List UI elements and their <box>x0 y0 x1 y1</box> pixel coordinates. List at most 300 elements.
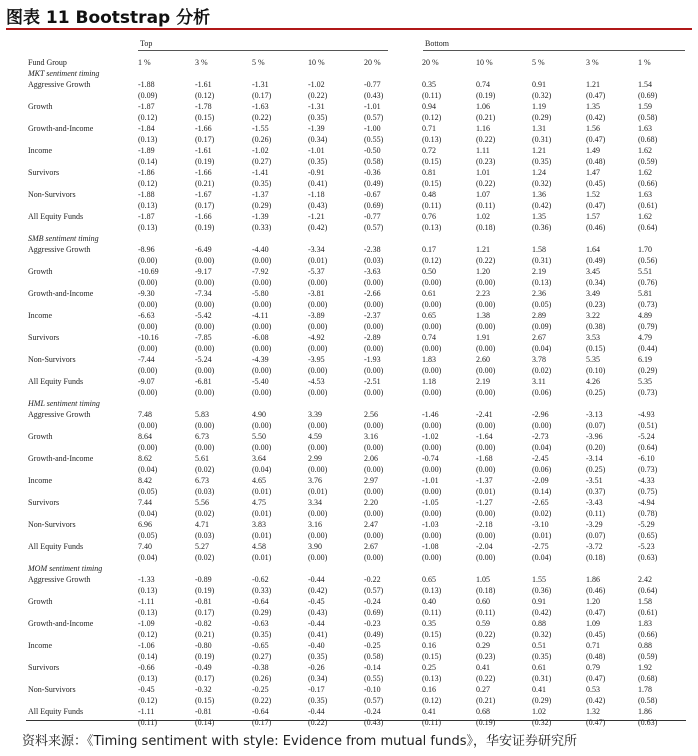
statistic-cell: 1.18 <box>422 377 436 386</box>
pvalue-row <box>26 299 686 310</box>
statistic-cell: -0.32 <box>195 685 212 694</box>
pvalue-row <box>26 508 686 519</box>
statistic-cell: 3.11 <box>532 377 546 386</box>
statistic-cell: 1.58 <box>532 245 546 254</box>
statistic-cell: 2.99 <box>308 454 322 463</box>
statistic-cell: -7.92 <box>252 267 269 276</box>
statistic-cell: 1.07 <box>476 190 490 199</box>
pvalue-cell: (0.41) <box>308 179 328 188</box>
pvalue-cell: (0.42) <box>308 223 328 232</box>
statistic-cell: 0.35 <box>422 619 436 628</box>
statistic-cell: 2.19 <box>476 377 490 386</box>
pvalue-label-spacer <box>26 321 138 332</box>
statistic-cell: -9.30 <box>138 289 155 298</box>
pvalue-row <box>26 420 686 431</box>
pvalue-cell: (0.12) <box>138 179 158 188</box>
bootstrap-table <box>26 56 686 728</box>
statistic-cell: 1.83 <box>638 619 652 628</box>
pvalue-cell: (0.11) <box>422 201 442 210</box>
statistic-cell: -1.67 <box>195 190 212 199</box>
statistic-cell: 6.73 <box>195 476 209 485</box>
statistic-cell: -0.50 <box>364 146 381 155</box>
pvalue-cell: (0.12) <box>138 630 158 639</box>
fund-group-label: Income <box>28 641 52 650</box>
pvalue-cell: (0.59) <box>638 652 658 661</box>
pvalue-cell: (0.35) <box>308 652 328 661</box>
statistic-cell: 1.21 <box>586 80 600 89</box>
statistic-cell: -0.64 <box>252 707 269 716</box>
table-row <box>26 541 686 552</box>
statistic-cell: -0.23 <box>364 619 381 628</box>
pvalue-cell: (0.21) <box>195 630 215 639</box>
pvalue-cell: (0.00) <box>308 388 328 397</box>
statistic-cell: -2.37 <box>364 311 381 320</box>
statistic-cell: 5.81 <box>638 289 652 298</box>
pvalue-cell: (0.00) <box>476 553 496 562</box>
pvalue-cell: (0.51) <box>638 421 658 430</box>
pvalue-cell: (0.32) <box>532 630 552 639</box>
pvalue-cell: (0.22) <box>476 674 496 683</box>
pvalue-cell: (0.05) <box>138 531 158 540</box>
fund-group-label: Survivors <box>28 333 60 342</box>
pvalue-cell: (0.47) <box>586 201 606 210</box>
pvalue-cell: (0.21) <box>476 696 496 705</box>
statistic-cell: -1.02 <box>422 432 439 441</box>
pvalue-cell: (0.00) <box>252 388 272 397</box>
figure-title: 图表 11 Bootstrap 分析 <box>6 8 211 28</box>
pvalue-cell: (0.00) <box>422 465 442 474</box>
statistic-cell: 3.53 <box>586 333 600 342</box>
pvalue-cell: (0.00) <box>364 531 384 540</box>
pvalue-cell: (0.18) <box>476 586 496 595</box>
statistic-cell: -1.27 <box>476 498 493 507</box>
pvalue-cell: (0.11) <box>422 608 442 617</box>
section-title: MOM sentiment timing <box>28 564 103 573</box>
pvalue-cell: (0.01) <box>476 487 496 496</box>
pvalue-cell: (0.73) <box>638 300 658 309</box>
statistic-cell: -3.72 <box>586 542 603 551</box>
pvalue-cell: (0.58) <box>364 157 384 166</box>
pvalue-cell: (0.00) <box>364 278 384 287</box>
statistic-cell: 0.40 <box>422 597 436 606</box>
pvalue-cell: (0.64) <box>638 586 658 595</box>
statistic-cell: 0.68 <box>476 707 490 716</box>
pvalue-cell: (0.55) <box>364 674 384 683</box>
statistic-cell: 1.02 <box>476 212 490 221</box>
statistic-cell: 6.19 <box>638 355 652 364</box>
statistic-cell: 4.90 <box>252 410 266 419</box>
section-title: HML sentiment timing <box>28 399 100 408</box>
pvalue-cell: (0.47) <box>586 718 606 727</box>
pvalue-cell: (0.63) <box>638 553 658 562</box>
pvalue-cell: (0.32) <box>532 718 552 727</box>
pvalue-cell: (0.00) <box>476 278 496 287</box>
pvalue-row <box>26 486 686 497</box>
statistic-cell: -1.11 <box>138 597 155 606</box>
pvalue-cell: (0.14) <box>195 718 215 727</box>
pvalue-label-spacer <box>26 277 138 288</box>
pvalue-cell: (0.00) <box>532 421 552 430</box>
pvalue-cell: (0.01) <box>308 487 328 496</box>
pvalue-cell: (0.22) <box>308 718 328 727</box>
pvalue-cell: (0.00) <box>138 443 158 452</box>
statistic-cell: 4.71 <box>195 520 209 529</box>
pvalue-cell: (0.06) <box>532 388 552 397</box>
pvalue-cell: (0.00) <box>422 443 442 452</box>
statistic-cell: -1.39 <box>252 212 269 221</box>
pvalue-label-spacer <box>26 464 138 475</box>
statistic-cell: -8.96 <box>138 245 155 254</box>
pvalue-row <box>26 717 686 728</box>
statistic-cell: 0.65 <box>422 311 436 320</box>
bottom-group-rule <box>423 50 685 51</box>
pvalue-cell: (0.42) <box>586 696 606 705</box>
pvalue-cell: (0.00) <box>308 465 328 474</box>
pvalue-cell: (0.56) <box>638 256 658 265</box>
pvalue-label-spacer <box>26 200 138 211</box>
fund-group-label: Growth-and-Income <box>28 454 94 463</box>
pvalue-label-spacer <box>26 673 138 684</box>
statistic-cell: 1.21 <box>476 245 490 254</box>
pvalue-cell: (0.00) <box>308 531 328 540</box>
pvalue-label-spacer <box>26 607 138 618</box>
statistic-cell: 1.56 <box>586 124 600 133</box>
pvalue-cell: (0.00) <box>422 531 442 540</box>
statistic-cell: -3.14 <box>586 454 603 463</box>
statistic-cell: 2.67 <box>532 333 546 342</box>
pvalue-row <box>26 530 686 541</box>
pvalue-label-spacer <box>26 717 138 728</box>
statistic-cell: 8.62 <box>138 454 152 463</box>
pvalue-label-spacer <box>26 629 138 640</box>
statistic-cell: -0.49 <box>195 663 212 672</box>
pvalue-cell: (0.29) <box>532 696 552 705</box>
column-header: 20 % <box>422 57 439 67</box>
statistic-cell: -0.17 <box>308 685 325 694</box>
table-row <box>26 618 686 629</box>
statistic-cell: -1.66 <box>195 212 212 221</box>
table-row <box>26 376 686 387</box>
pvalue-cell: (0.29) <box>638 366 658 375</box>
statistic-cell: -1.64 <box>476 432 493 441</box>
pvalue-label-spacer <box>26 134 138 145</box>
pvalue-cell: (0.00) <box>422 388 442 397</box>
pvalue-cell: (0.58) <box>638 113 658 122</box>
statistic-cell: 1.36 <box>532 190 546 199</box>
pvalue-cell: (0.04) <box>252 465 272 474</box>
pvalue-row <box>26 112 686 123</box>
pvalue-cell: (0.41) <box>308 630 328 639</box>
fund-group-label: Growth <box>28 432 53 441</box>
pvalue-cell: (0.00) <box>364 421 384 430</box>
fund-group-label: Survivors <box>28 663 60 672</box>
statistic-cell: 1.35 <box>586 102 600 111</box>
statistic-cell: -0.36 <box>364 168 381 177</box>
statistic-cell: -5.40 <box>252 377 269 386</box>
pvalue-row <box>26 387 686 398</box>
statistic-cell: 4.59 <box>308 432 322 441</box>
statistic-cell: -3.96 <box>586 432 603 441</box>
pvalue-cell: (0.35) <box>308 113 328 122</box>
pvalue-cell: (0.13) <box>422 135 442 144</box>
pvalue-cell: (0.13) <box>422 674 442 683</box>
statistic-cell: -10.69 <box>138 267 159 276</box>
pvalue-cell: (0.00) <box>422 344 442 353</box>
statistic-cell: -0.64 <box>252 597 269 606</box>
pvalue-cell: (0.33) <box>252 223 272 232</box>
pvalue-cell: (0.38) <box>586 322 606 331</box>
statistic-cell: 0.53 <box>586 685 600 694</box>
pvalue-cell: (0.00) <box>364 487 384 496</box>
section-row <box>26 233 686 244</box>
fund-group-label: Non-Survivors <box>28 685 76 694</box>
pvalue-cell: (0.49) <box>586 256 606 265</box>
statistic-cell: -7.85 <box>195 333 212 342</box>
pvalue-cell: (0.00) <box>476 300 496 309</box>
header-row <box>26 56 686 68</box>
fund-group-label: Growth-and-Income <box>28 619 94 628</box>
pvalue-cell: (0.69) <box>364 608 384 617</box>
pvalue-row <box>26 552 686 563</box>
statistic-cell: 1.62 <box>638 146 652 155</box>
statistic-cell: 0.17 <box>422 245 436 254</box>
pvalue-cell: (0.47) <box>586 674 606 683</box>
pvalue-cell: (0.49) <box>364 630 384 639</box>
statistic-cell: 5.35 <box>586 355 600 364</box>
pvalue-cell: (0.04) <box>532 443 552 452</box>
pvalue-cell: (0.00) <box>308 300 328 309</box>
statistic-cell: -5.42 <box>195 311 212 320</box>
pvalue-row <box>26 178 686 189</box>
pvalue-cell: (0.00) <box>364 509 384 518</box>
pvalue-label-spacer <box>26 552 138 563</box>
statistic-cell: -0.24 <box>364 597 381 606</box>
pvalue-cell: (0.11) <box>476 608 496 617</box>
pvalue-cell: (0.01) <box>308 256 328 265</box>
column-header: 20 % <box>364 57 381 67</box>
statistic-cell: -1.33 <box>138 575 155 584</box>
statistic-cell: -0.91 <box>308 168 325 177</box>
statistic-cell: -2.38 <box>364 245 381 254</box>
statistic-cell: 1.09 <box>586 619 600 628</box>
pvalue-cell: (0.00) <box>138 278 158 287</box>
statistic-cell: 0.81 <box>422 168 436 177</box>
pvalue-cell: (0.00) <box>138 256 158 265</box>
pvalue-cell: (0.64) <box>638 443 658 452</box>
statistic-cell: 2.89 <box>532 311 546 320</box>
pvalue-cell: (0.00) <box>364 465 384 474</box>
statistic-cell: -3.81 <box>308 289 325 298</box>
pvalue-cell: (0.19) <box>476 91 496 100</box>
table-row <box>26 189 686 200</box>
pvalue-cell: (0.43) <box>364 718 384 727</box>
pvalue-cell: (0.36) <box>532 586 552 595</box>
statistic-cell: -3.29 <box>586 520 603 529</box>
statistic-cell: -1.68 <box>476 454 493 463</box>
title-rule <box>6 28 692 30</box>
statistic-cell: -1.31 <box>252 80 269 89</box>
statistic-cell: -1.88 <box>138 190 155 199</box>
pvalue-cell: (0.00) <box>422 421 442 430</box>
statistic-cell: 1.54 <box>638 80 652 89</box>
table-row <box>26 596 686 607</box>
pvalue-cell: (0.46) <box>586 223 606 232</box>
statistic-cell: 0.72 <box>422 146 436 155</box>
pvalue-cell: (0.04) <box>138 465 158 474</box>
pvalue-cell: (0.00) <box>138 344 158 353</box>
pvalue-cell: (0.26) <box>252 135 272 144</box>
statistic-cell: -1.08 <box>422 542 439 551</box>
table-row <box>26 123 686 134</box>
pvalue-cell: (0.48) <box>586 157 606 166</box>
pvalue-cell: (0.02) <box>532 509 552 518</box>
column-header-fund-group: Fund Group <box>28 57 67 67</box>
statistic-cell: -2.04 <box>476 542 493 551</box>
statistic-cell: 4.58 <box>252 542 266 551</box>
pvalue-cell: (0.29) <box>252 608 272 617</box>
pvalue-cell: (0.37) <box>586 487 606 496</box>
table-row <box>26 354 686 365</box>
pvalue-cell: (0.11) <box>586 509 606 518</box>
statistic-cell: -1.61 <box>195 80 212 89</box>
pvalue-cell: (0.13) <box>532 278 552 287</box>
pvalue-cell: (0.00) <box>364 443 384 452</box>
pvalue-cell: (0.42) <box>532 608 552 617</box>
pvalue-cell: (0.17) <box>195 135 215 144</box>
pvalue-cell: (0.12) <box>138 696 158 705</box>
statistic-cell: 2.56 <box>364 410 378 419</box>
pvalue-cell: (0.00) <box>252 278 272 287</box>
pvalue-cell: (0.00) <box>252 300 272 309</box>
statistic-cell: 0.16 <box>422 685 436 694</box>
pvalue-cell: (0.20) <box>586 443 606 452</box>
statistic-cell: 5.56 <box>195 498 209 507</box>
statistic-cell: 0.74 <box>422 333 436 342</box>
pvalue-cell: (0.13) <box>138 674 158 683</box>
statistic-cell: -4.93 <box>638 410 655 419</box>
statistic-cell: 2.06 <box>364 454 378 463</box>
statistic-cell: 0.76 <box>422 212 436 221</box>
statistic-cell: 3.22 <box>586 311 600 320</box>
statistic-cell: 0.51 <box>532 641 546 650</box>
statistic-cell: 4.65 <box>252 476 266 485</box>
pvalue-cell: (0.66) <box>638 179 658 188</box>
statistic-cell: 1.57 <box>586 212 600 221</box>
statistic-cell: -0.44 <box>308 707 325 716</box>
statistic-cell: -2.65 <box>532 498 549 507</box>
pvalue-cell: (0.31) <box>532 256 552 265</box>
statistic-cell: 6.73 <box>195 432 209 441</box>
pvalue-cell: (0.00) <box>138 322 158 331</box>
statistic-cell: 1.16 <box>476 124 490 133</box>
statistic-cell: 0.59 <box>476 619 490 628</box>
pvalue-label-spacer <box>26 178 138 189</box>
fund-group-label: All Equity Funds <box>28 707 84 716</box>
statistic-cell: 0.41 <box>422 707 436 716</box>
pvalue-cell: (0.00) <box>422 322 442 331</box>
statistic-cell: 0.88 <box>532 619 546 628</box>
pvalue-cell: (0.14) <box>138 157 158 166</box>
statistic-cell: -1.01 <box>308 146 325 155</box>
statistic-cell: -0.80 <box>195 641 212 650</box>
pvalue-cell: (0.00) <box>476 322 496 331</box>
statistic-cell: -1.39 <box>308 124 325 133</box>
fund-group-label: All Equity Funds <box>28 377 84 386</box>
pvalue-cell: (0.78) <box>638 509 658 518</box>
pvalue-cell: (0.00) <box>252 322 272 331</box>
pvalue-row <box>26 629 686 640</box>
statistic-cell: -1.02 <box>252 146 269 155</box>
statistic-cell: -10.16 <box>138 333 159 342</box>
pvalue-label-spacer <box>26 695 138 706</box>
pvalue-cell: (0.00) <box>364 366 384 375</box>
statistic-cell: 0.61 <box>532 663 546 672</box>
statistic-cell: -0.65 <box>252 641 269 650</box>
pvalue-cell: (0.64) <box>638 223 658 232</box>
pvalue-cell: (0.27) <box>252 157 272 166</box>
pvalue-cell: (0.73) <box>638 465 658 474</box>
pvalue-cell: (0.14) <box>532 487 552 496</box>
pvalue-cell: (0.00) <box>476 344 496 353</box>
statistic-cell: 0.94 <box>422 102 436 111</box>
statistic-cell: 1.83 <box>422 355 436 364</box>
statistic-cell: -0.82 <box>195 619 212 628</box>
statistic-cell: -6.08 <box>252 333 269 342</box>
pvalue-cell: (0.22) <box>476 179 496 188</box>
statistic-cell: 0.41 <box>476 663 490 672</box>
pvalue-cell: (0.61) <box>638 608 658 617</box>
pvalue-cell: (0.18) <box>476 223 496 232</box>
pvalue-cell: (0.01) <box>252 487 272 496</box>
pvalue-cell: (0.19) <box>195 223 215 232</box>
statistic-cell: -1.37 <box>252 190 269 199</box>
statistic-cell: -5.80 <box>252 289 269 298</box>
column-header: 5 % <box>532 57 545 67</box>
statistic-cell: -0.22 <box>364 575 381 584</box>
pvalue-row <box>26 90 686 101</box>
statistic-cell: -6.81 <box>195 377 212 386</box>
pvalue-cell: (0.63) <box>638 718 658 727</box>
statistic-cell: 2.67 <box>364 542 378 551</box>
pvalue-cell: (0.11) <box>476 201 496 210</box>
statistic-cell: 1.92 <box>638 663 652 672</box>
pvalue-row <box>26 255 686 266</box>
pvalue-row <box>26 607 686 618</box>
statistic-cell: -5.29 <box>638 520 655 529</box>
statistic-cell: 2.47 <box>364 520 378 529</box>
statistic-cell: -5.24 <box>195 355 212 364</box>
pvalue-cell: (0.69) <box>364 201 384 210</box>
fund-group-label: Growth <box>28 597 53 606</box>
pvalue-label-spacer <box>26 651 138 662</box>
statistic-cell: 1.49 <box>586 146 600 155</box>
fund-group-label: Non-Survivors <box>28 190 76 199</box>
statistic-cell: -0.26 <box>308 663 325 672</box>
statistic-cell: -0.44 <box>308 619 325 628</box>
pvalue-cell: (0.09) <box>138 91 158 100</box>
statistic-cell: -1.93 <box>364 355 381 364</box>
table-row <box>26 497 686 508</box>
statistic-cell: 5.51 <box>638 267 652 276</box>
statistic-cell: -2.18 <box>476 520 493 529</box>
pvalue-cell: (0.35) <box>532 157 552 166</box>
table-row <box>26 244 686 255</box>
statistic-cell: 1.78 <box>638 685 652 694</box>
pvalue-cell: (0.00) <box>476 421 496 430</box>
pvalue-cell: (0.17) <box>195 201 215 210</box>
statistic-cell: 3.78 <box>532 355 546 364</box>
pvalue-cell: (0.32) <box>532 179 552 188</box>
